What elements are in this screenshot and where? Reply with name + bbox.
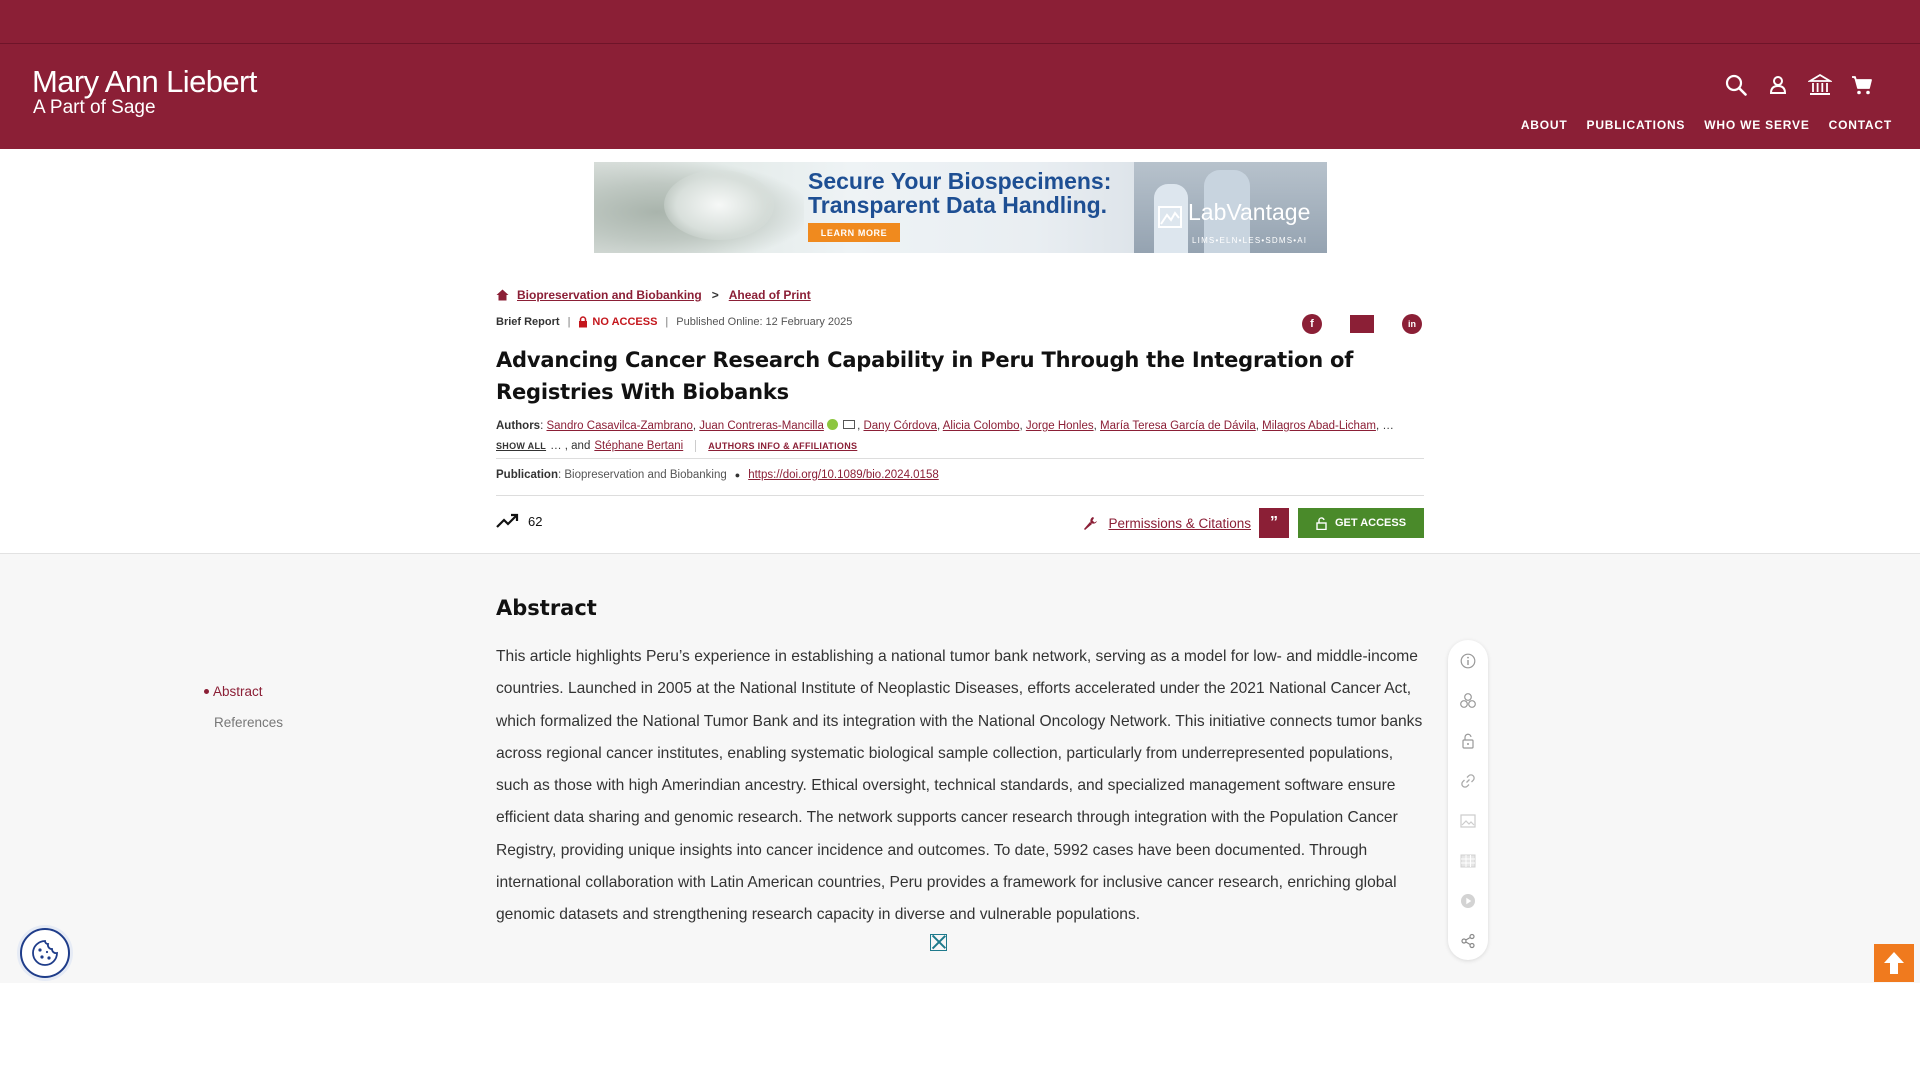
authors-ellipsis: … <box>1382 420 1394 432</box>
institution-icon[interactable] <box>1808 72 1832 98</box>
broken-image-icon <box>930 934 947 951</box>
permissions-label: Permissions & Citations <box>1108 515 1251 531</box>
toc-item-abstract[interactable]: Abstract <box>204 676 283 707</box>
cookie-icon <box>30 938 60 968</box>
linkedin-icon[interactable]: in <box>1402 314 1422 334</box>
author-link[interactable]: Alicia Colombo <box>942 420 1020 432</box>
top-band <box>0 0 1920 44</box>
breadcrumb <box>496 288 811 302</box>
play-icon[interactable] <box>1458 891 1478 911</box>
nav-who-we-serve[interactable]: WHO WE SERVE <box>1704 118 1810 132</box>
table-of-contents <box>204 676 283 738</box>
cite-button[interactable] <box>1259 508 1289 538</box>
cookie-settings-button[interactable] <box>20 928 70 978</box>
abstract-heading: Abstract <box>496 596 597 620</box>
doi-link[interactable]: https://doi.org/10.1089/bio.2024.0158 <box>748 469 939 481</box>
link-icon[interactable] <box>1458 771 1478 791</box>
ad-learn-more-button[interactable]: LEARN MORE <box>808 223 900 242</box>
lock-icon <box>578 316 588 328</box>
email-icon[interactable] <box>843 420 855 429</box>
breadcrumb-separator: > <box>711 288 719 302</box>
lock-icon[interactable] <box>1458 731 1478 751</box>
metrics-count: 62 <box>528 513 543 529</box>
authors-more <box>496 440 857 452</box>
authors-and-text: … , and <box>550 440 591 452</box>
ad-brand-sub: LIMS•ELN•LES•SDMS•AI <box>1192 236 1308 245</box>
unlock-icon <box>1316 517 1327 530</box>
published-date: Published Online: 12 February 2025 <box>676 316 853 328</box>
x-share-icon[interactable] <box>1350 315 1374 333</box>
share-bar <box>1302 314 1422 334</box>
share-icon[interactable] <box>1458 931 1478 951</box>
divider <box>496 495 1424 496</box>
nav-about[interactable]: ABOUT <box>1520 118 1568 132</box>
facebook-icon[interactable]: f <box>1302 314 1322 334</box>
show-all-authors-button[interactable]: SHOW ALL <box>496 441 547 451</box>
orcid-icon[interactable] <box>827 419 838 430</box>
access-status <box>578 316 657 328</box>
article-actions <box>1083 508 1424 538</box>
image-icon[interactable] <box>1458 811 1478 831</box>
author-link[interactable]: Stéphane Bertani <box>594 440 684 452</box>
cluster-icon[interactable] <box>1458 691 1478 711</box>
trending-icon <box>496 513 520 529</box>
ad-headline-line2: Transparent Data Handling. <box>808 192 1108 218</box>
author-link[interactable]: Dany Córdova <box>863 420 937 432</box>
nav-contact[interactable]: CONTACT <box>1828 118 1892 132</box>
header-icons <box>1724 72 1874 98</box>
authors-label: Authors <box>496 420 541 432</box>
get-access-button[interactable] <box>1298 508 1424 538</box>
author-link[interactable]: Juan Contreras-Mancilla <box>699 420 824 432</box>
site-header <box>0 44 1920 149</box>
author-link[interactable]: Milagros Abad-Licham <box>1262 420 1376 432</box>
ad-image-highlight <box>664 170 774 240</box>
banner-ad[interactable] <box>594 162 1327 253</box>
authors-list: Authors: Sandro Casavilca-Zambrano, Juan Contreras-Mancilla , Dany Córdova, Alicia Colombo, Jorge Honles, María Teresa García de Dávila, Milagros Abad-Licham, … <box>496 420 1394 432</box>
author-link[interactable]: Jorge Honles <box>1025 420 1094 432</box>
publication-name: Biopreservation and Biobanking <box>564 469 727 481</box>
author-link[interactable]: María Teresa García de Dávila <box>1100 420 1256 432</box>
wrench-icon <box>1083 516 1098 531</box>
toc-item-references[interactable]: References <box>214 715 284 730</box>
article-type: Brief Report <box>496 316 560 328</box>
ad-headline <box>808 169 1111 217</box>
get-access-label: GET ACCESS <box>1334 517 1407 529</box>
back-to-top-button[interactable] <box>1874 944 1914 982</box>
site-logo[interactable] <box>32 66 257 118</box>
publication-label: Publication <box>496 469 558 481</box>
labvantage-logo-icon <box>1158 206 1182 228</box>
user-icon[interactable] <box>1766 72 1790 98</box>
author-link[interactable]: Sandro Casavilca-Zambrano <box>546 420 693 432</box>
tool-rail <box>1448 640 1488 960</box>
table-icon[interactable] <box>1458 851 1478 871</box>
nav-publications[interactable]: PUBLICATIONS <box>1586 118 1686 132</box>
publication-row: Publication : Biopreservation and Biobanking ● https://doi.org/10.1089/bio.2024.0158 <box>496 469 939 481</box>
abstract-text: This article highlights Peru’s experience in establishing a national tumor bank network, serving as a model for low- and middle-income countries. Launched in 2005 at the National Institute of Neoplastic Diseases, efforts accelerated under the 2021 National Cancer Act, which formalized the National Tumor Bank and its integration with the National Oncology Network. This initiative connects tumor banks across regional cancer institutes, enabling systematic biological sample collection, particularly from underrepresented populations, such as those with high Amerindian ancestry. Ethical oversight, technical standards, and specialized management software ensure efficient data sharing and genomic research. The network supports cancer research through integration with the Population Cancer Registry, providing unique insights into cancer incidence and outcomes. To date, 5992 cases have been documented. Through international collaboration with Latin American countries, Peru provides a framework for inclusive cancer research, enriching global genomic datasets and strengthening research capacity in diverse and vulnerable populations. <box>496 648 1423 924</box>
logo-title: Mary Ann Liebert <box>32 64 257 99</box>
authors-affiliations-link[interactable]: AUTHORS INFO & AFFILIATIONS <box>708 441 858 451</box>
metrics[interactable] <box>496 513 542 529</box>
arrow-up-icon <box>1882 950 1906 976</box>
quote-icon: ” <box>1270 514 1278 531</box>
divider <box>496 458 1424 459</box>
article-title: Advancing Cancer Research Capability in Peru Through the Integration of Registries With Biobanks <box>496 348 1354 404</box>
info-icon[interactable] <box>1458 651 1478 671</box>
breadcrumb-section[interactable]: Ahead of Print <box>728 288 811 302</box>
access-label: NO ACCESS <box>592 316 658 328</box>
article-meta: Brief Report | NO ACCESS | Published Online: 12 February 2025 <box>496 316 853 328</box>
ad-headline-line1: Secure Your Biospecimens: <box>808 168 1112 194</box>
search-icon[interactable] <box>1724 72 1748 98</box>
logo-subtitle: A Part of Sage <box>33 97 156 118</box>
breadcrumb-journal[interactable]: Biopreservation and Biobanking <box>517 288 702 302</box>
ad-brand: LabVantage <box>1188 199 1311 225</box>
cart-icon[interactable] <box>1850 72 1874 98</box>
home-icon[interactable] <box>496 289 509 301</box>
permissions-citations-link[interactable] <box>1083 516 1251 531</box>
main-nav <box>1521 118 1892 132</box>
